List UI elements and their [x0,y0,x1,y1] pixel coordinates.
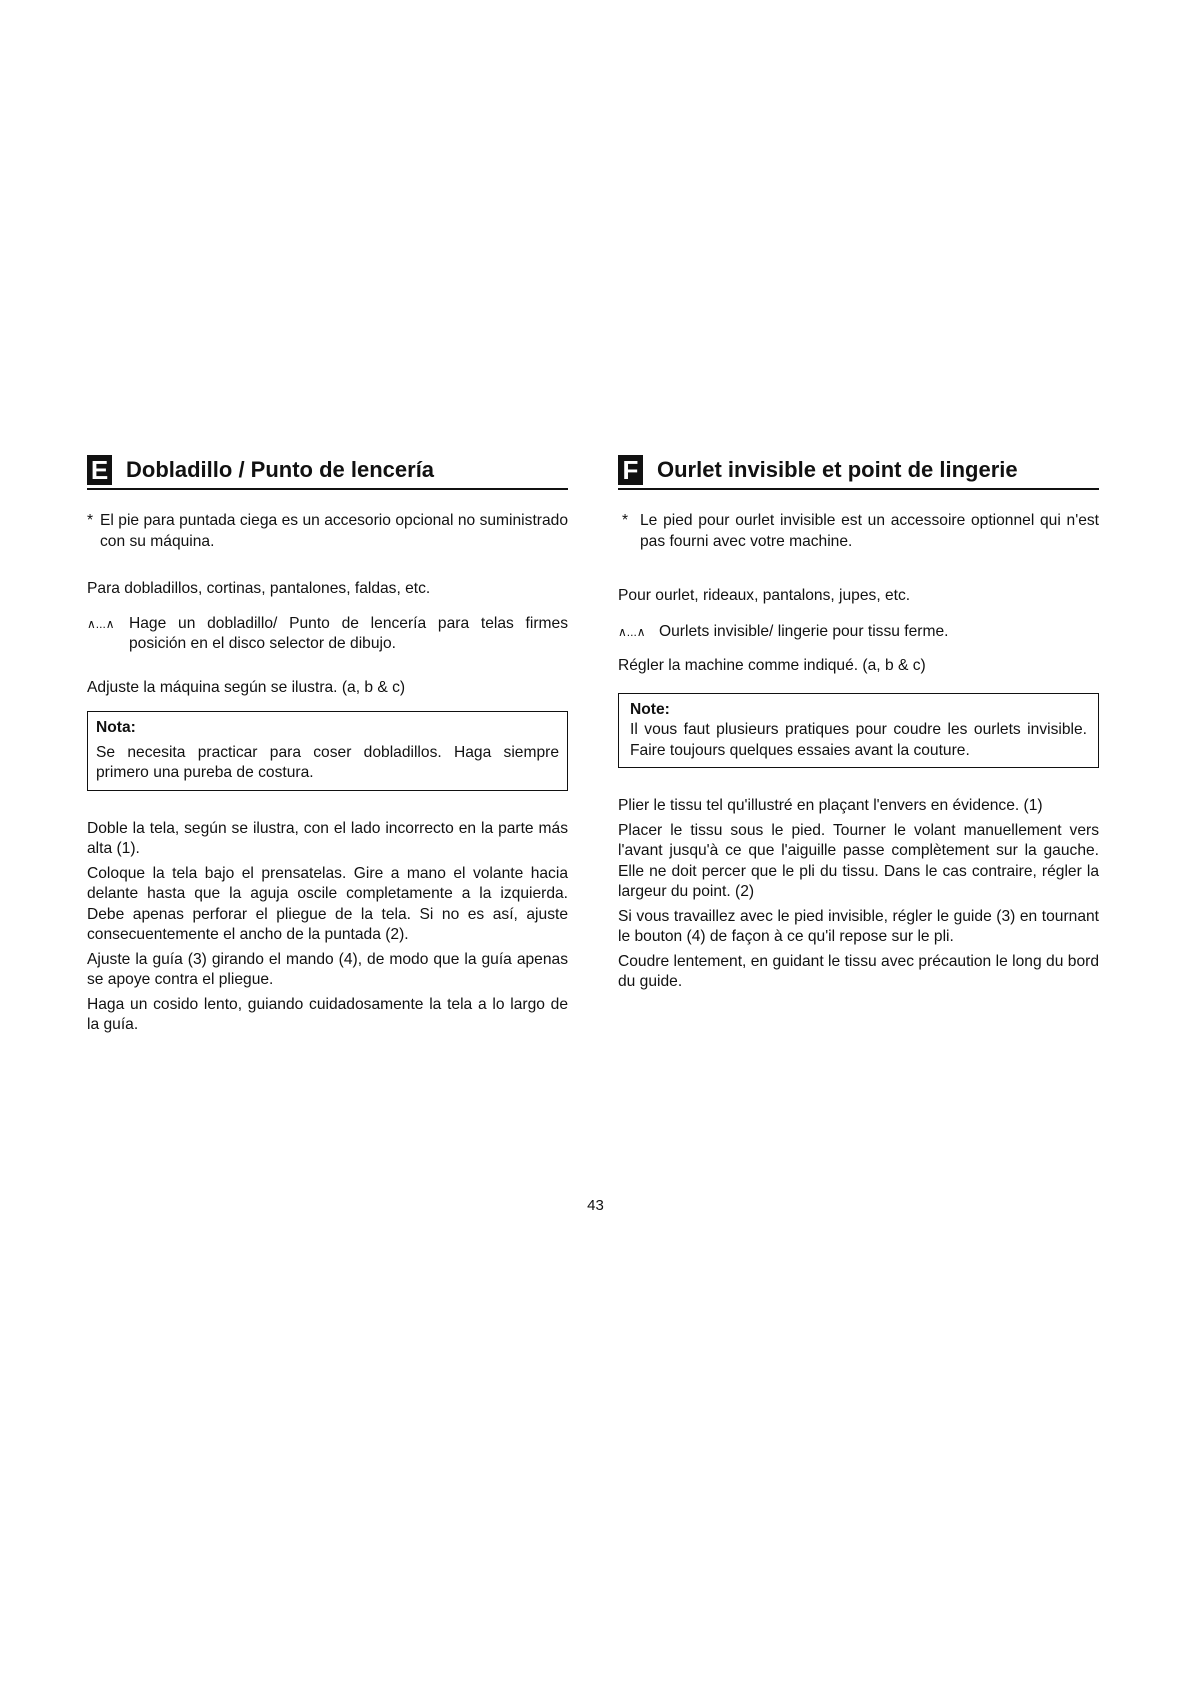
step-4-es: Haga un cosido lento, guiando cuidadosamente la tela a lo largo de la guía. [87,995,568,1033]
stitch-setting-text-es: Hage un dobladillo/ Punto de lencería para telas firmes posición en el disco selector de dibujo. [129,614,568,652]
step-3-es: Ajuste la guía (3) girando el mando (4), de modo que la guía apenas se apoye contra el pliegue. [87,950,568,988]
adjust-text-fr: Régler la machine comme indiqué. (a, b & c) [618,657,926,674]
step-2-es: Coloque la tela bajo el prensatelas. Gire a mano el volante hacia delante hasta que la aguja oscile completamente a la izquierda. Debe apenas perforar el pliegue de la tela. Si no es así, ajuste consecuentemente el ancho de la puntada (2). [87,864,568,943]
optional-accessory-note-fr [618,511,1099,552]
optional-accessory-note-es [87,511,568,552]
section-title-fr: Ourlet invisible et point de lingerie [657,457,1018,482]
uses-text-es: Para dobladillos, cortinas, pantalones, faldas, etc. [87,580,431,597]
step-1-fr: Plier le tissu tel qu'illustré en plaçant l'envers en évidence. (1) [618,797,1043,814]
blind-stitch-symbol-icon: ∧...∧ [618,624,646,639]
step-2-fr: Placer le tissu sous le pied. Tourner le volant manuellement vers l'avant jusqu'à ce que l'aiguille passe complètement sur la gauche. Elle ne doit percer que le pli du tissu. Dans le cas contraire, régler la largeur du point. (2) [618,821,1099,900]
note-box-es [87,711,568,791]
adjust-text-es: Adjuste la máquina según se ilustra. (a, b & c) [87,678,406,696]
language-badge-es: E [87,455,112,485]
uses-text-fr: Pour ourlet, rideaux, pantalons, jupes, etc. [618,587,911,604]
stitch-setting-fr [618,622,1099,643]
step-3-fr: Si vous travaillez avec le pied invisible, régler le guide (3) en tournant le bouton (4) de façon à ce qu'il repose sur le pli. [618,907,1099,945]
section-heading-es [87,453,568,490]
optional-accessory-text-es: El pie para puntada ciega es un accesorio opcional no suministrado con su máquina. [100,512,568,550]
asterisk: * [87,512,94,529]
step-4-fr: Coudre lentement, en guidant le tissu avec précaution le long du bord du guide. [618,952,1099,990]
stitch-setting-es [87,614,568,655]
section-heading-fr [618,453,1099,490]
language-badge-fr: F [618,455,643,485]
stitch-setting-text-fr: Ourlets invisible/ lingerie pour tissu ferme. [659,622,949,640]
spanish-section [87,453,568,1036]
page-number: 43 [587,1197,604,1214]
blind-stitch-symbol-icon: ∧...∧ [87,616,115,631]
note-label-es: Nota: [96,719,136,736]
optional-accessory-text-fr: Le pied pour ourlet invisible est un accessoire optionnel qui n'est pas fourni avec votre machine. [640,512,1099,550]
note-box-fr [618,693,1099,769]
section-title-es: Dobladillo / Punto de lencería [126,457,435,482]
note-label-fr: Note: [630,700,670,718]
note-text-es: Se necesita practicar para coser dobladillos. Haga siempre primero una pureba de costura. [96,743,559,781]
step-1-es: Doble la tela, según se ilustra, con el lado incorrecto en la parte más alta (1). [87,819,568,857]
asterisk: * [622,512,629,529]
french-section [618,453,1099,993]
note-text-fr: Il vous faut plusieurs pratiques pour coudre les ourlets invisible. Faire toujours quelques essaies avant la couture. [630,721,1087,759]
